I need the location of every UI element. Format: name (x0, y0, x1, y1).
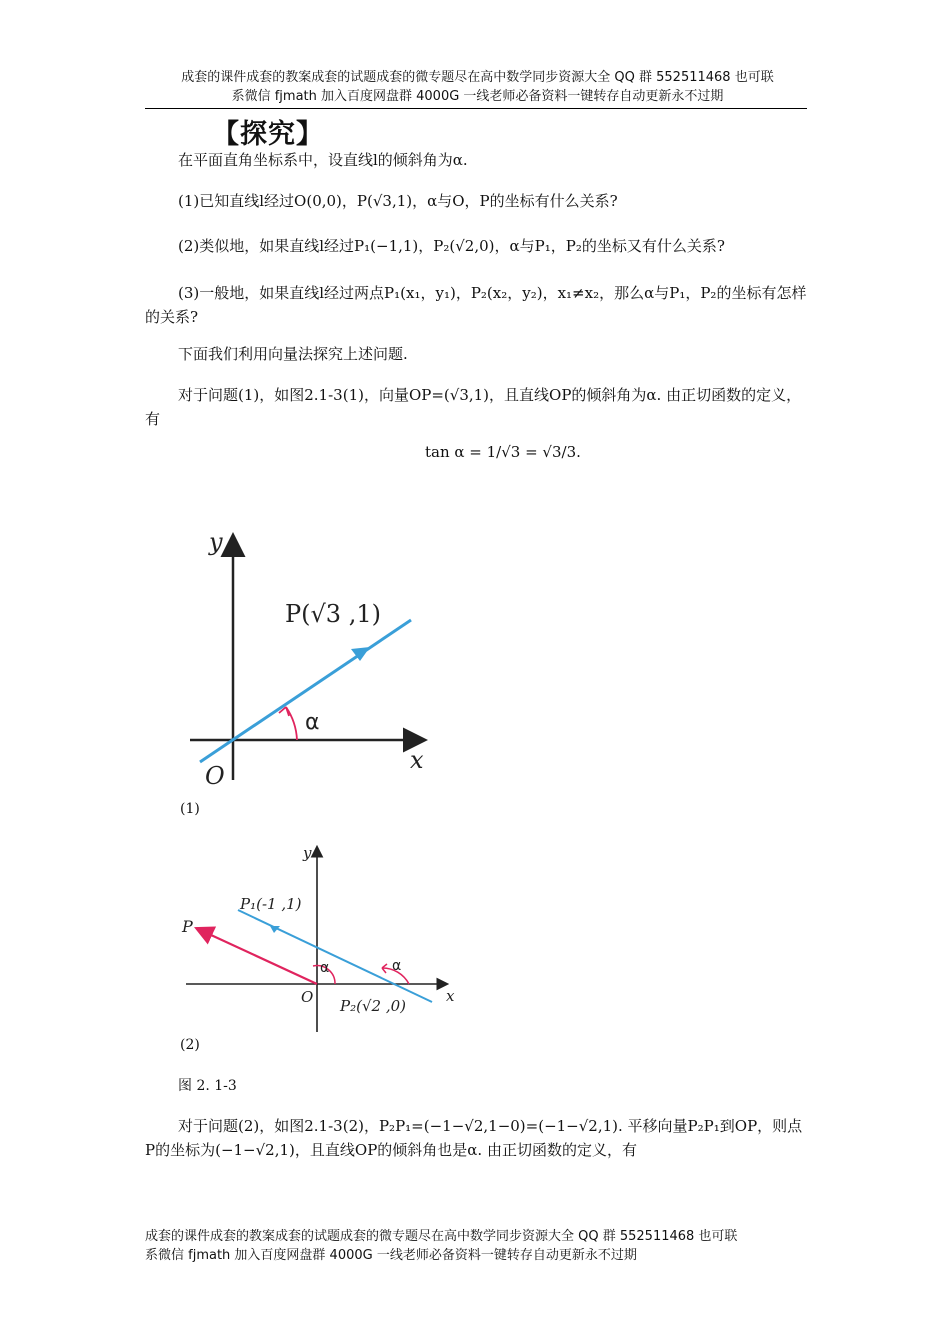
question-3 (145, 281, 810, 329)
figure-1 (185, 525, 445, 795)
paragraph-2-text: 对于问题(2)，如图2.1-3(2)，P₂P₁=(−1−√2,1−0)=(−1−√2,1). 平移向量P₂P₁到OP，则点P的坐标为(−1−√2,1)，且直线OP的倾斜角也是α. 由正切函数的定义，有 (145, 1117, 803, 1159)
section-title: 【探究】 (212, 119, 324, 150)
fig2-p-label: P (182, 917, 193, 936)
paragraph-1 (145, 383, 810, 431)
question-3-text: (3)一般地，如果直线l经过两点P₁(x₁，y₁)，P₂(x₂，y₂)，x₁≠x₂，那么α与P₁，P₂的坐标有怎样的关系? (145, 284, 807, 326)
question-1-text: (1)已知直线l经过O(0,0)，P(√3,1)，α与O，P的坐标有什么关系? (178, 192, 618, 210)
method-text: 下面我们利用向量法探究上述问题. (178, 345, 408, 363)
vector-op (198, 929, 317, 984)
fig1-origin-label: O (205, 762, 225, 790)
tan-formula: tan α = 1/√3 = √3/3. (425, 443, 581, 461)
fig2-alpha-p2-label: α (392, 958, 402, 974)
fig2-p2-label: P₂(√2 ,0) (340, 997, 406, 1015)
figure-2 (180, 842, 465, 1034)
fig1-point-label: P(√3 ,1) (285, 600, 381, 628)
header-line-2: 系微信 fjmath 加入百度网盘群 4000G 一线老师必备资料一键转存自动更新永不过期 (231, 89, 724, 104)
figure-caption: 图 2. 1-3 (178, 1078, 237, 1094)
fig1-y-label: y (209, 528, 223, 556)
paragraph-2 (145, 1114, 810, 1162)
fig2-x-label: x (446, 987, 455, 1005)
footer-line-1: 成套的课件成套的教案成套的试题成套的微专题尽在高中数学同步资源大全 QQ 群 552511468 也可联 (145, 1229, 738, 1244)
page-footer (145, 1227, 810, 1265)
method-paragraph (145, 342, 810, 366)
intro-paragraph (145, 148, 810, 172)
fig1-caption: (1) (180, 801, 200, 817)
fig2-caption: (2) (180, 1037, 200, 1053)
header-line-1: 成套的课件成套的教案成套的试题成套的微专题尽在高中数学同步资源大全 QQ 群 552511468 也可联 (181, 70, 774, 85)
page-header (145, 68, 810, 106)
fig2-alpha-o-label: α (320, 960, 330, 976)
header-rule (145, 108, 807, 109)
fig2-y-label: y (303, 844, 312, 862)
fig2-origin-label: O (301, 988, 314, 1006)
line-p1p2 (238, 910, 432, 1002)
question-1 (145, 189, 810, 213)
fig1-alpha-label: α (305, 710, 320, 735)
question-2 (145, 234, 810, 258)
intro-text: 在平面直角坐标系中，设直线l的倾斜角为α. (178, 151, 468, 169)
paragraph-1-text: 对于问题(1)，如图2.1-3(1)，向量OP=(√3,1)，且直线OP的倾斜角为α. 由正切函数的定义，有 (145, 386, 802, 428)
fig1-x-label: x (410, 746, 424, 774)
fig2-p1-label: P₁(-1 ,1) (240, 895, 302, 913)
question-2-text: (2)类似地，如果直线l经过P₁(−1,1)，P₂(√2,0)，α与P₁，P₂的坐标又有什么关系? (178, 237, 725, 255)
footer-line-2: 系微信 fjmath 加入百度网盘群 4000G 一线老师必备资料一键转存自动更新永不过期 (145, 1248, 637, 1263)
